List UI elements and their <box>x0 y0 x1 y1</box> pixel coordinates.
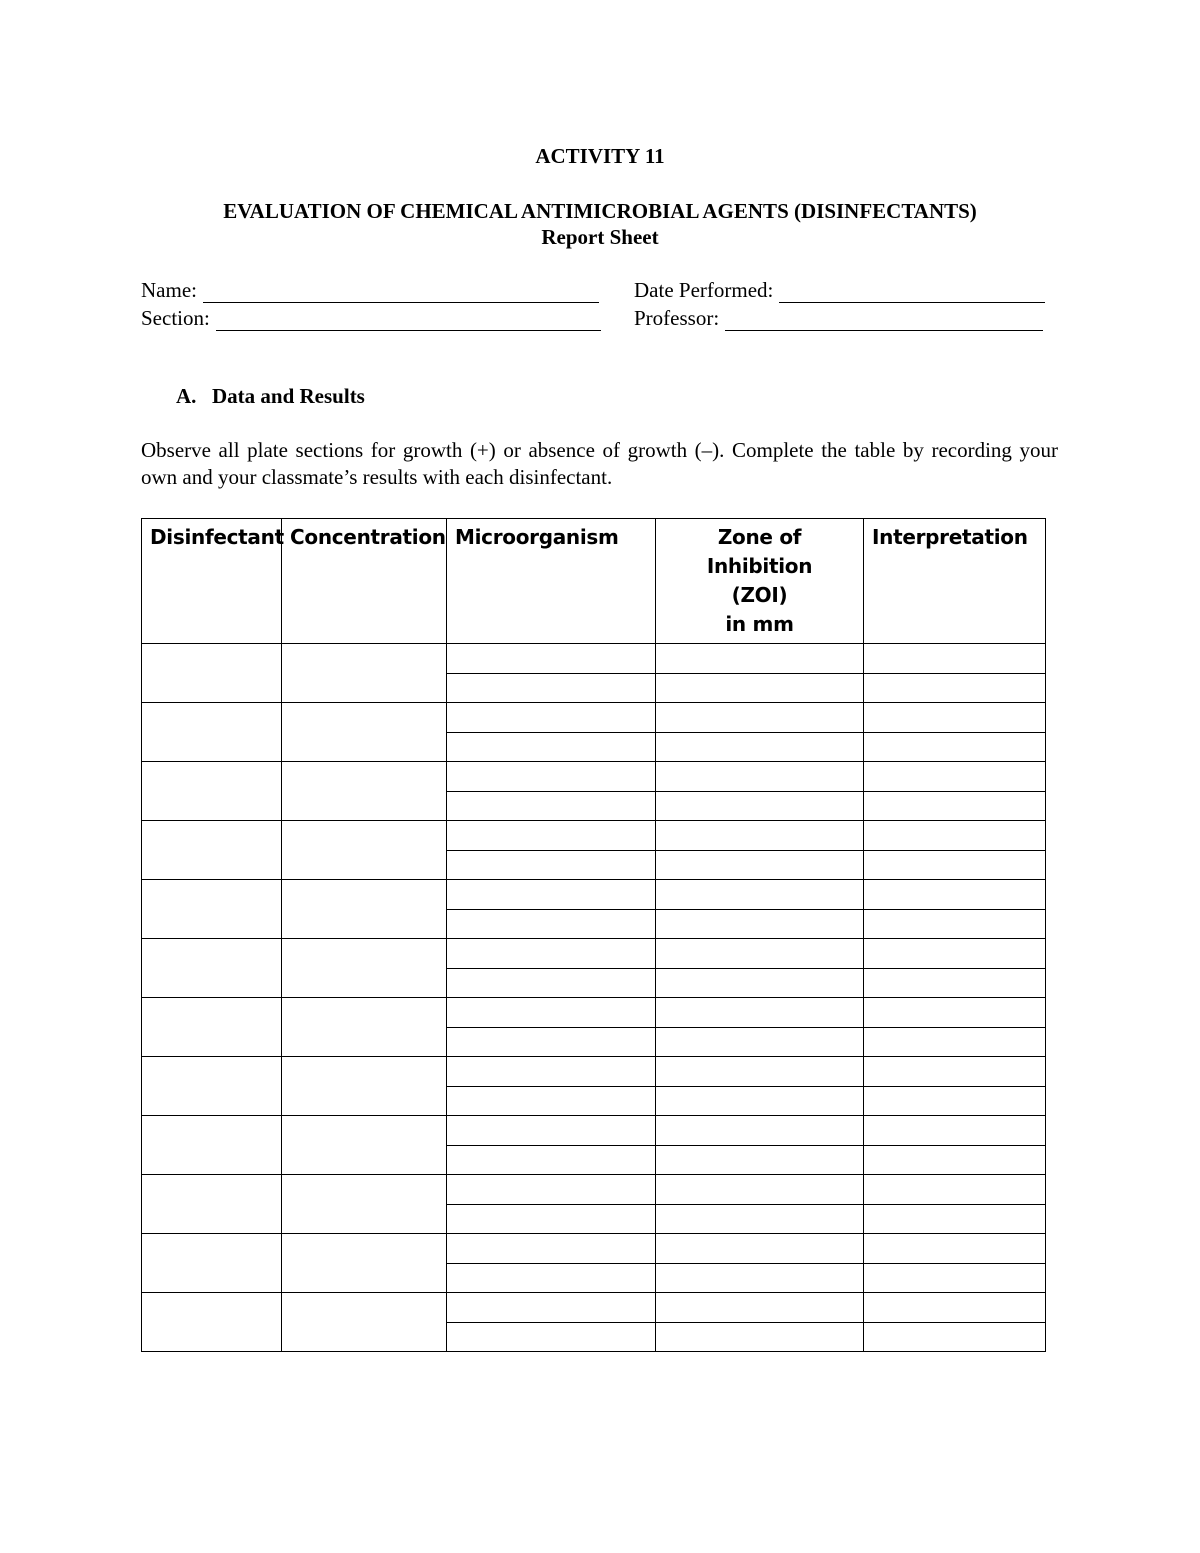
zoi-cell[interactable] <box>656 1116 864 1146</box>
disinfectant-cell[interactable] <box>142 762 282 821</box>
zoi-header-line-1: Zone of Inhibition <box>706 525 813 578</box>
concentration-cell[interactable] <box>282 644 447 703</box>
date-performed-input-line[interactable] <box>779 280 1045 303</box>
concentration-cell[interactable] <box>282 998 447 1057</box>
section-a-number: A. <box>176 384 197 408</box>
date-performed-label: Date Performed: <box>634 278 774 302</box>
table-row <box>142 1293 1046 1323</box>
concentration-cell[interactable] <box>282 1116 447 1175</box>
professor-input-line[interactable] <box>725 308 1043 331</box>
interpretation-cell[interactable] <box>864 880 1046 910</box>
zoi-cell[interactable] <box>656 1204 864 1234</box>
instructions-paragraph: Observe all plate sections for growth (+) or absence of growth (–). Complete the table by recording your own and your classmate’s results with each disinfectant. <box>141 438 1058 489</box>
section-field[interactable] <box>141 305 601 331</box>
zoi-cell[interactable] <box>656 821 864 851</box>
interpretation-cell[interactable] <box>864 1086 1046 1116</box>
microorganism-cell[interactable] <box>447 1204 656 1234</box>
zoi-cell[interactable] <box>656 968 864 998</box>
interpretation-cell[interactable] <box>864 1293 1046 1323</box>
zoi-cell[interactable] <box>656 1145 864 1175</box>
interpretation-cell[interactable] <box>864 762 1046 792</box>
microorganism-cell[interactable] <box>447 821 656 851</box>
zoi-cell[interactable] <box>656 644 864 674</box>
zoi-cell[interactable] <box>656 1175 864 1205</box>
zoi-cell[interactable] <box>656 762 864 792</box>
interpretation-cell[interactable] <box>864 673 1046 703</box>
zoi-cell[interactable] <box>656 850 864 880</box>
activity-title: ACTIVITY 11 <box>535 144 665 168</box>
microorganism-cell[interactable] <box>447 732 656 762</box>
microorganism-cell[interactable] <box>447 1027 656 1057</box>
col-header-disinfectant: Disinfectant <box>142 519 282 644</box>
section-a-title: Data and Results <box>212 384 365 408</box>
interpretation-cell[interactable] <box>864 1027 1046 1057</box>
concentration-cell[interactable] <box>282 762 447 821</box>
microorganism-cell[interactable] <box>447 1234 656 1264</box>
concentration-cell[interactable] <box>282 880 447 939</box>
interpretation-cell[interactable] <box>864 821 1046 851</box>
interpretation-cell[interactable] <box>864 1204 1046 1234</box>
table-header-row <box>142 519 1046 644</box>
microorganism-cell[interactable] <box>447 1145 656 1175</box>
microorganism-cell[interactable] <box>447 1293 656 1323</box>
zoi-cell[interactable] <box>656 939 864 969</box>
microorganism-cell[interactable] <box>447 791 656 821</box>
interpretation-cell[interactable] <box>864 998 1046 1028</box>
microorganism-cell[interactable] <box>447 1322 656 1352</box>
table-row <box>142 821 1046 851</box>
interpretation-cell[interactable] <box>864 732 1046 762</box>
zoi-cell[interactable] <box>656 880 864 910</box>
zoi-cell[interactable] <box>656 673 864 703</box>
zoi-cell[interactable] <box>656 791 864 821</box>
disinfectant-cell[interactable] <box>142 1234 282 1293</box>
zoi-cell[interactable] <box>656 732 864 762</box>
interpretation-cell[interactable] <box>864 1145 1046 1175</box>
microorganism-cell[interactable] <box>447 909 656 939</box>
microorganism-cell[interactable] <box>447 968 656 998</box>
disinfectant-cell[interactable] <box>142 998 282 1057</box>
zoi-cell[interactable] <box>656 1027 864 1057</box>
disinfectant-cell[interactable] <box>142 644 282 703</box>
disinfectant-cell[interactable] <box>142 703 282 762</box>
table-row <box>142 1116 1046 1146</box>
microorganism-cell[interactable] <box>447 998 656 1028</box>
results-table <box>141 518 1046 1352</box>
zoi-cell[interactable] <box>656 1057 864 1087</box>
table-row <box>142 703 1046 733</box>
interpretation-cell[interactable] <box>864 1116 1046 1146</box>
section-label: Section: <box>141 306 210 330</box>
col-header-concentration: Concentration <box>282 519 447 644</box>
zoi-cell[interactable] <box>656 909 864 939</box>
concentration-cell[interactable] <box>282 1057 447 1116</box>
interpretation-cell[interactable] <box>864 1263 1046 1293</box>
table-row <box>142 880 1046 910</box>
microorganism-cell[interactable] <box>447 1116 656 1146</box>
interpretation-cell[interactable] <box>864 1175 1046 1205</box>
interpretation-cell[interactable] <box>864 1057 1046 1087</box>
disinfectant-cell[interactable] <box>142 880 282 939</box>
interpretation-cell[interactable] <box>864 968 1046 998</box>
zoi-cell[interactable] <box>656 1086 864 1116</box>
microorganism-cell[interactable] <box>447 880 656 910</box>
concentration-cell[interactable] <box>282 939 447 998</box>
zoi-cell[interactable] <box>656 1322 864 1352</box>
col-header-microorganism: Microorganism <box>447 519 656 644</box>
microorganism-cell[interactable] <box>447 644 656 674</box>
interpretation-cell[interactable] <box>864 1234 1046 1264</box>
zoi-cell[interactable] <box>656 703 864 733</box>
col-header-interpretation: Interpretation <box>864 519 1046 644</box>
document-subtitle: Report Sheet <box>541 225 659 249</box>
table-row <box>142 998 1046 1028</box>
name-input-line[interactable] <box>203 280 599 303</box>
interpretation-cell[interactable] <box>864 703 1046 733</box>
microorganism-cell[interactable] <box>447 703 656 733</box>
interpretation-cell[interactable] <box>864 791 1046 821</box>
section-a-heading <box>176 383 365 409</box>
name-label: Name: <box>141 278 197 302</box>
results-table-body <box>142 644 1046 1352</box>
table-row <box>142 1234 1046 1264</box>
microorganism-cell[interactable] <box>447 1057 656 1087</box>
microorganism-cell[interactable] <box>447 1086 656 1116</box>
table-row <box>142 939 1046 969</box>
table-row <box>142 762 1046 792</box>
concentration-cell[interactable] <box>282 703 447 762</box>
interpretation-cell[interactable] <box>864 909 1046 939</box>
disinfectant-cell[interactable] <box>142 1116 282 1175</box>
disinfectant-cell[interactable] <box>142 1057 282 1116</box>
zoi-cell[interactable] <box>656 1234 864 1264</box>
microorganism-cell[interactable] <box>447 762 656 792</box>
section-input-line[interactable] <box>216 308 601 331</box>
date-performed-field[interactable] <box>634 277 1045 303</box>
table-row <box>142 1057 1046 1087</box>
zoi-cell[interactable] <box>656 998 864 1028</box>
disinfectant-cell[interactable] <box>142 1293 282 1352</box>
zoi-cell[interactable] <box>656 1293 864 1323</box>
name-field[interactable] <box>141 277 599 303</box>
concentration-cell[interactable] <box>282 821 447 880</box>
interpretation-cell[interactable] <box>864 939 1046 969</box>
concentration-cell[interactable] <box>282 1293 447 1352</box>
col-header-zoi <box>656 519 864 644</box>
zoi-header-line-3: in mm <box>725 612 794 636</box>
microorganism-cell[interactable] <box>447 939 656 969</box>
professor-field[interactable] <box>634 305 1043 331</box>
zoi-header-line-2: (ZOI) <box>731 583 788 607</box>
zoi-cell[interactable] <box>656 1263 864 1293</box>
disinfectant-cell[interactable] <box>142 821 282 880</box>
table-row <box>142 1175 1046 1205</box>
interpretation-cell[interactable] <box>864 850 1046 880</box>
microorganism-cell[interactable] <box>447 850 656 880</box>
table-row <box>142 644 1046 674</box>
disinfectant-cell[interactable] <box>142 939 282 998</box>
concentration-cell[interactable] <box>282 1175 447 1234</box>
interpretation-cell[interactable] <box>864 644 1046 674</box>
concentration-cell[interactable] <box>282 1234 447 1293</box>
microorganism-cell[interactable] <box>447 673 656 703</box>
microorganism-cell[interactable] <box>447 1263 656 1293</box>
microorganism-cell[interactable] <box>447 1175 656 1205</box>
disinfectant-cell[interactable] <box>142 1175 282 1234</box>
document-title: EVALUATION OF CHEMICAL ANTIMICROBIAL AGENTS (DISINFECTANTS) <box>223 199 977 223</box>
interpretation-cell[interactable] <box>864 1322 1046 1352</box>
professor-label: Professor: <box>634 306 720 330</box>
